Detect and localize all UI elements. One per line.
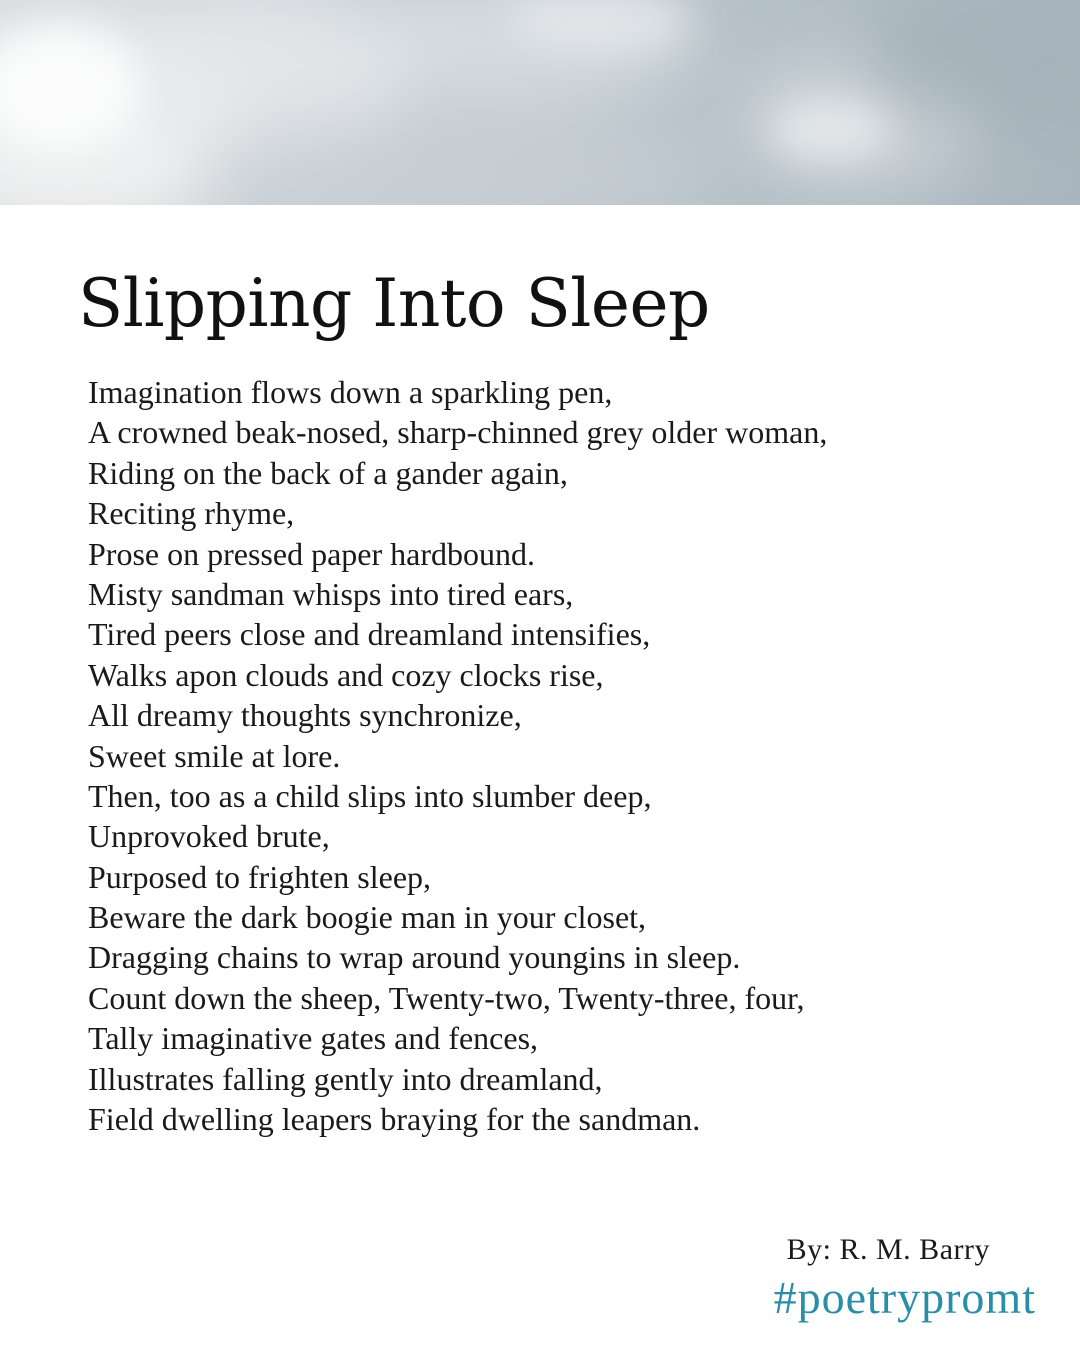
poem-line: Prose on pressed paper hardbound. — [88, 535, 535, 572]
poem-line: Field dwelling leapers braying for the sandman. — [88, 1101, 701, 1138]
poem-line: Beware the dark boogie man in your closet, — [88, 899, 647, 936]
sky-header-image — [0, 0, 1080, 205]
poem-line: Misty sandman whisps into tired ears, — [88, 575, 574, 612]
poem-line: Walks apon clouds and cozy clocks rise, — [88, 656, 604, 693]
poem-line: Dragging chains to wrap around youngins in sleep. — [88, 939, 741, 976]
hashtag-link[interactable]: #poetrypromt — [773, 1272, 1036, 1323]
poem-line: Riding on the back of a gander again, — [88, 454, 568, 491]
poem-body — [88, 372, 827, 1139]
poem-line: Count down the sheep, Twenty-two, Twenty-three, four, — [88, 979, 805, 1016]
poem-line: Tired peers close and dreamland intensifies, — [88, 616, 651, 653]
poem-line: Tally imaginative gates and fences, — [88, 1020, 539, 1057]
poem-line: Reciting rhyme, — [88, 495, 295, 532]
poem-line: Illustrates falling gently into dreamland, — [88, 1060, 603, 1097]
poem-line: A crowned beak-nosed, sharp-chinned grey older woman, — [88, 414, 828, 451]
poem-title: Slipping Into Sleep — [78, 265, 710, 342]
poem-line: Imagination flows down a sparkling pen, — [88, 374, 613, 410]
cloud-illustration — [0, 0, 1080, 205]
poem-line: Purposed to frighten sleep, — [88, 858, 432, 895]
author-byline: By: R. M. Barry — [786, 1233, 990, 1266]
poem-line: Unprovoked brute, — [88, 818, 330, 855]
poem-line: Then, too as a child slips into slumber deep, — [88, 777, 652, 814]
poem-line: All dreamy thoughts synchronize, — [88, 697, 522, 734]
poem-line: Sweet smile at lore. — [88, 737, 341, 774]
